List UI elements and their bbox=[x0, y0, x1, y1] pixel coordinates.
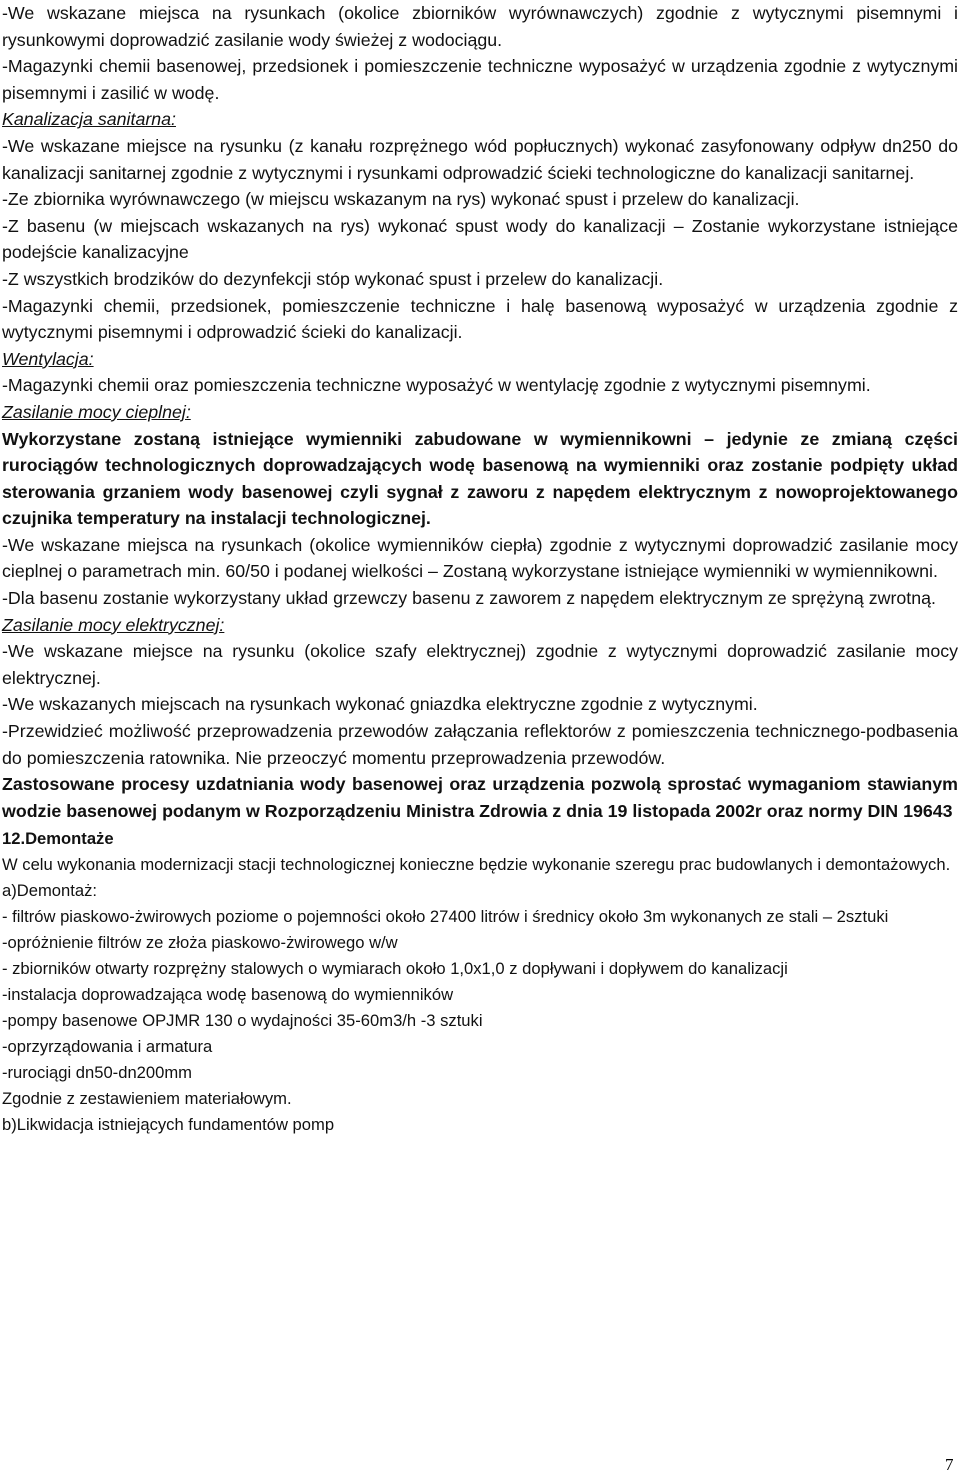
paragraph: Zgodnie z zestawieniem materiałowym. bbox=[2, 1089, 292, 1109]
section-heading: Wentylacja: bbox=[2, 348, 94, 369]
section-title: 12.Demontaże bbox=[2, 829, 114, 849]
paragraph: -We wskazane miejsce na rysunku (okolice szafy elektrycznej) zgodnie z wytycznymi doprowadzić zasilanie mocy elektrycznej. bbox=[2, 641, 958, 688]
paragraph: -Z wszystkich brodzików do dezynfekcji stóp wykonać spust i przelew do kanalizacji. bbox=[2, 268, 664, 289]
list-item: -instalacja doprowadzająca wodę basenową do wymienników bbox=[2, 985, 454, 1005]
paragraph: b)Likwidacja istniejących fundamentów pomp bbox=[2, 1115, 335, 1135]
paragraph: -We wskazane miejsce na rysunku (z kanału rozprężnego wód popłucznych) wykonać zasyfonowany odpływ dn250 do kanalizacji sanitarnej zgodnie z wytycznymi i rysunkami odprowadzić ścieki technologiczne do kanalizacji sanitarnej. bbox=[2, 135, 958, 183]
bold-paragraph: Zastosowane procesy uzdatniania wody basenowej oraz urządzenia pozwolą sprostać wymaganiom stawianym wodzie basenowej podanym w Rozporządzeniu Ministra Zdrowia z dnia 19 listopada 2002r oraz normy DIN 19643 bbox=[2, 774, 958, 821]
section-heading: Zasilanie mocy elektrycznej: bbox=[2, 614, 225, 635]
paragraph: -We wskazane miejsca na rysunkach (okolice zbiorników wyrównawczych) zgodnie z wytycznymi pisemnymi i rysunkowymi doprowadzić zasilanie wody świeżej z wodociągu. bbox=[2, 3, 958, 50]
paragraph: -Ze zbiornika wyrównawczego (w miejscu wskazanym na rys) wykonać spust i przelew do kanalizacji. bbox=[2, 189, 800, 210]
paragraph: -Magazynki chemii oraz pomieszczenia techniczne wyposażyć w wentylację zgodnie z wytycznymi pisemnymi. bbox=[2, 375, 871, 396]
paragraph: -Przewidzieć możliwość przeprowadzenia przewodów załączania reflektorów z pomieszczenia technicznego-podbasenia do pomieszczenia ratownika. Nie przeoczyć momentu przeprowadzenia przewodów. bbox=[2, 721, 958, 768]
demolition-section bbox=[2, 826, 958, 1138]
page-number: 7 bbox=[945, 1455, 954, 1474]
paragraph: -We wskazane miejsca na rysunkach (okolice wymienników ciepła) zgodnie z wytycznymi doprowadzić zasilanie mocy cieplnej o parametrach min. 60/50 i podanej wielkości – Zostaną wykorzystane istniejące wymienniki w wymiennikowni. bbox=[2, 534, 958, 582]
paragraph: -Dla basenu zostanie wykorzystany układ grzewczy basenu z zaworem z napędem elektrycznym ze sprężyną zwrotną. bbox=[2, 588, 936, 609]
list-item: - zbiorników otwarty rozprężny stalowych o wymiarach około 1,0x1,0 z dopływani i dopływem do kanalizacji bbox=[2, 959, 788, 979]
specification-text bbox=[2, 0, 958, 824]
paragraph: -We wskazanych miejscach na rysunkach wykonać gniazdka elektryczne zgodnie z wytycznymi. bbox=[2, 694, 758, 715]
list-item: -rurociągi dn50-dn200mm bbox=[2, 1063, 193, 1083]
paragraph: -Z basenu (w miejscach wskazanych na rys) wykonać spust wody do kanalizacji – Zostanie wykorzystane istniejące podejście kanalizacyjne bbox=[2, 215, 958, 263]
paragraph: -Magazynki chemii, przedsionek, pomieszczenie techniczne i halę basenową wyposażyć w urządzenia zgodnie z wytycznymi pisemnymi i odprowadzić ścieki do kanalizacji. bbox=[2, 295, 958, 343]
list-item: -pompy basenowe OPJMR 130 o wydajności 35-60m3/h -3 sztuki bbox=[2, 1011, 483, 1031]
list-item: - filtrów piaskowo-żwirowych poziome o pojemności około 27400 litrów i średnicy około 3m wykonanych ze stali – 2sztuki bbox=[2, 907, 889, 927]
bold-paragraph: Wykorzystane zostaną istniejące wymienniki zabudowane w wymiennikowni – jedynie ze zmianą części rurociągów technologicznych doprowadzających wodę basenową na wymienniki oraz zostanie podpięty układ sterowania grzaniem wody basenowej czyli sygnał z zaworu z napędem elektrycznym z nowoprojektowanego czujnika temperatury na instalacji technologicznej. bbox=[2, 428, 958, 529]
section-heading: Zasilanie mocy cieplnej: bbox=[2, 401, 191, 422]
paragraph: W celu wykonania modernizacji stacji technologicznej konieczne będzie wykonanie szeregu prac budowlanych i demontażowych. bbox=[2, 855, 951, 875]
section-heading: Kanalizacja sanitarna: bbox=[2, 109, 176, 130]
list-item: -opróżnienie filtrów ze złoża piaskowo-żwirowego w/w bbox=[2, 933, 398, 953]
list-item: -oprzyrządowania i armatura bbox=[2, 1037, 213, 1057]
paragraph: -Magazynki chemii basenowej, przedsionek i pomieszczenie techniczne wyposażyć w urządzenia zgodnie z wytycznymi pisemnymi i zasilić w wodę. bbox=[2, 56, 958, 103]
paragraph: a)Demontaż: bbox=[2, 881, 97, 901]
